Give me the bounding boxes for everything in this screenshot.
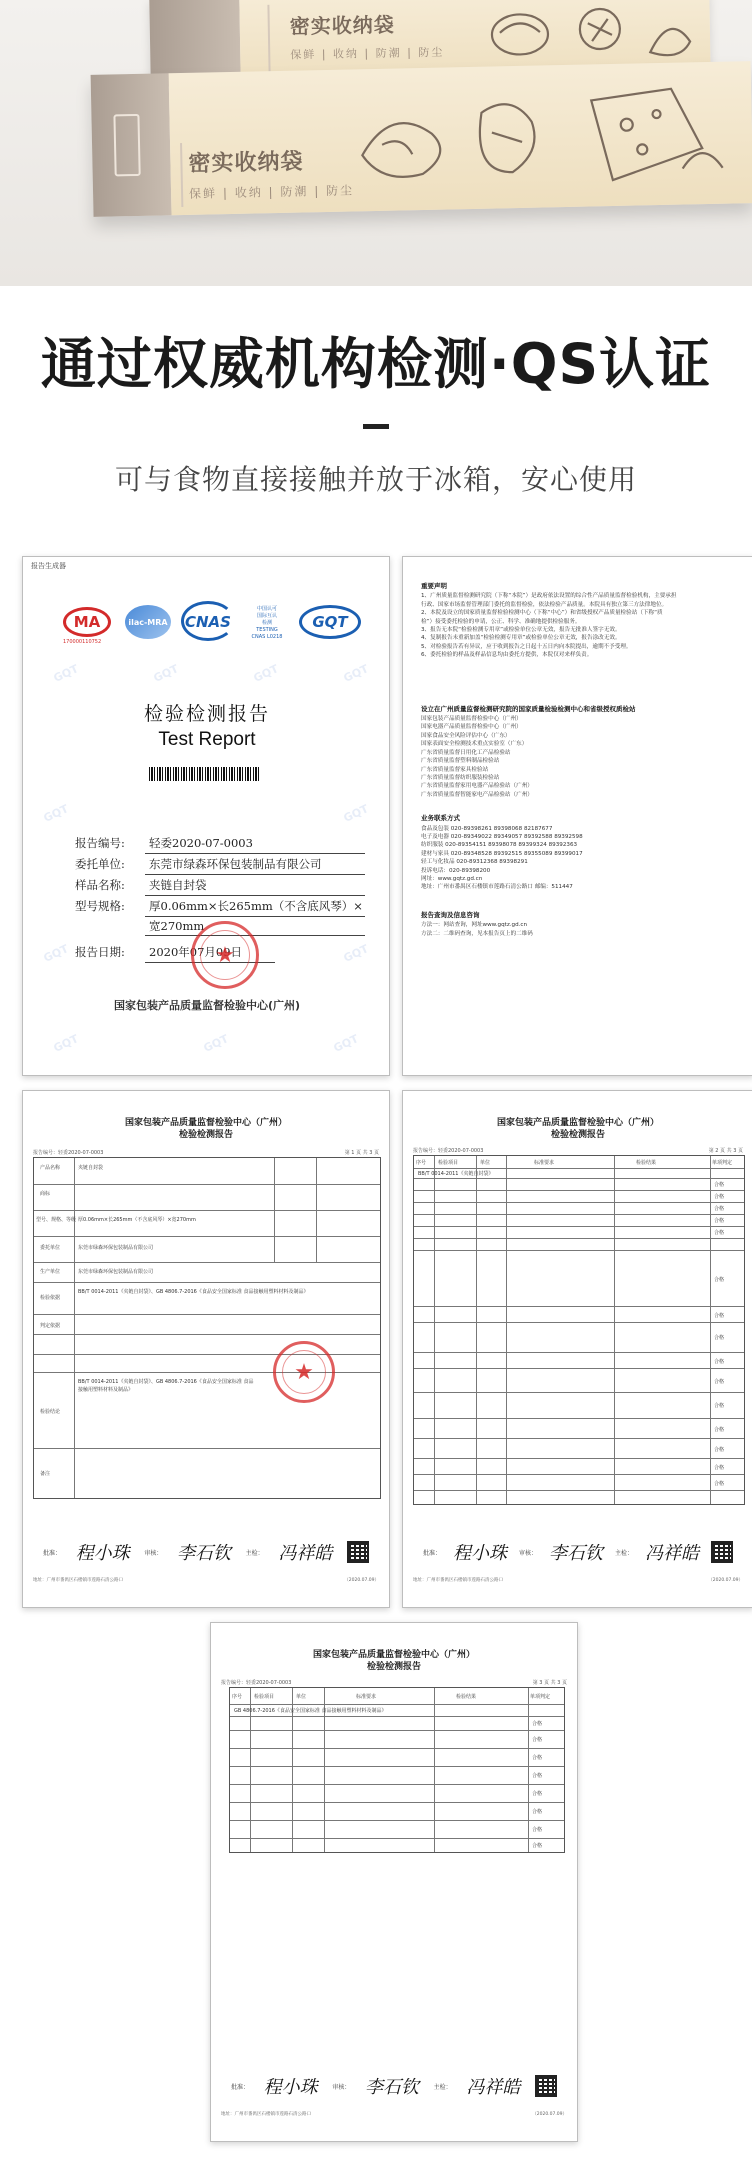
signature-row: 批准： 程小珠 审核： 李石钦 主检： 冯祥皓	[231, 2073, 557, 2099]
report-title-en: Test Report	[158, 729, 256, 750]
signature-reviewer: 李石钦	[548, 1543, 603, 1564]
cnas-text-logo: 中国认可 国际互认 检测 TESTING CNAS L0218	[251, 605, 283, 640]
signature-row: 批准： 程小珠 审核： 李石钦 主检： 冯祥皓	[43, 1539, 369, 1565]
notice-heading: 报告查询及信息咨询	[421, 910, 480, 919]
title-divider	[363, 424, 389, 429]
ilac-mra-logo-icon: ilac-MRA	[125, 605, 171, 639]
info-table: 产品名称 夹链自封袋 商标 型号、规格、等级 厚0.06mm×长265mm（不含底风琴）×宽270mm 委托单位 东莞市绿森环保包装制品有限公司 生产单位 东莞市绿森环保包装制品有限公司 检验依据 BB/T 0014-2011《夹链自封袋》、GB 4806.7-2016《食品安全国家标准 食品接触用塑料材料及制品》 判定依据 检验结论 BB/T 0014-2011《夹链自封袋》、GB 4806.7-2016《食品安全国家标准 食品接触用塑料材料及制品》 备注	[33, 1157, 381, 1499]
notice-heading: 重要声明	[421, 582, 447, 590]
box-side	[91, 73, 172, 217]
box-subtitle: 保鲜 | 收纳 | 防潮 | 防尘	[290, 45, 445, 62]
report-page-1: 国家包装产品质量监督检验中心（广州） 检验检测报告 报告编号：轻委2020-07-0003 第 1 页 共 3 页 产品名称 夹链自封袋 商标 型号、规格、等级 厚0.06mm×长265mm（不含底风琴）×宽270mm 委托单位 东莞市绿森环保包装制品有限公司 生产单位 东莞市绿森环保包装制品有限公司 检验依据 BB/T 0014-2011《夹链自封袋》、GB 4806.7-2016《食品安全国家标准 食品接触用塑料材料及制品》 判定依据 检验结论 BB/T 0014-2011《夹链自封袋》、GB 4806.7-2016《食品安全国家标准 食品接触用塑料材料及制品》 备注 ★ 批准： 程小珠 审核： 李石钦 主检： 冯祥皓 地址：广州市番禺区石楼镇市莲路石清公路口 （2020.07.09）	[22, 1090, 390, 1608]
qr-code-icon	[535, 2075, 557, 2097]
report-header-tag: 报告生成器	[31, 562, 66, 570]
report-title-cn: 检验检测报告	[143, 703, 270, 725]
field-spec: 型号规格: 厚0.06mm×长265mm（不含底风琴）×	[75, 896, 365, 917]
page-number: 第 1 页 共 3 页	[344, 1150, 379, 1156]
notice-heading: 业务联系方式	[421, 814, 460, 823]
field-sample-name: 样品名称: 夹链自封袋	[75, 875, 365, 896]
report-page-2: 国家包装产品质量监督检验中心（广州） 检验检测报告 报告编号：轻委2020-07-0003 第 2 页 共 3 页 序号 检验项目 单位 标准要求 检验结果 单项判定 BB/T 0014-2011《夹链自封袋》 合格 合格 合格 合格 合格 合格 合格 合格 合格 合格 合格 合格 合格 合格 合格 批准： 程小珠 审核： 李石钦 主检： 冯祥皓 地址：广州市番禺区石楼镇市莲路石清公路口 （2020.07.09）	[402, 1090, 752, 1608]
signature-inspector: 冯祥皓	[278, 1543, 333, 1564]
report-page-title: 检验检测报告	[366, 1662, 421, 1672]
box-subtitle: 保鲜 | 收纳 | 防潮 | 防尘	[188, 183, 355, 201]
storage-box-front	[91, 61, 752, 217]
report-center-title: 国家包装产品质量监督检验中心（广州）	[312, 1650, 475, 1660]
signature-inspector: 冯祥皓	[644, 1543, 699, 1564]
field-spec-continued: 宽270mm	[145, 917, 365, 936]
report-notice-page	[402, 556, 752, 1076]
signature-approver: 程小珠	[453, 1543, 507, 1564]
field-client: 委托单位: 东莞市绿森环保包装制品有限公司	[75, 854, 365, 875]
product-photo	[0, 0, 752, 286]
results-table: 序号 检验项目 单位 标准要求 检验结果 单项判定 BB/T 0014-2011《夹链自封袋》 合格 合格 合格 合格 合格 合格 合格 合格 合格 合格 合格 合格 合格 合格 合格	[413, 1155, 745, 1505]
report-number: 报告编号：轻委2020-07-0003	[413, 1148, 484, 1154]
report-page-title: 检验检测报告	[178, 1130, 233, 1140]
signature-inspector: 冯祥皓	[466, 2077, 521, 2098]
signature-approver: 程小珠	[263, 2077, 318, 2098]
signature-row: 批准： 程小珠 审核： 李石钦 主检： 冯祥皓	[423, 1539, 733, 1565]
box-title: 密实收纳袋	[188, 149, 304, 177]
notice-text: 重要声明 1、广州质量监督检测研究院（下称“本院”）是政府依法设置的综合性产品质量监督检验机构，主要承担 行政、国家市场监督管理部门委托的监督检验，依法检验产品质量。本院具有独立第三方法律地位。 2、本院及设立的国家质量监督检验检测中心（下称“中心”）和省级授权产品质量检验站（下称“质 检”）接受委托检验的申请，公正、科学、准确地提供检验服务。 3、报告无本院“检验检测专用章”或检验单位公章无效，报告无批准人签字无效。 4、复制报告未重新加盖“检验检测专用章”或检验单位公章无效，报告涂改无效。 5、对检验报告若有异议，应于收到报告之日起十五日内向本院提出，逾期不予受理。 6、委托检验的样品及样品信息均由委托方提供，本院仅对来样负责。 设立在广州质量监督检测研究院的国家质量检验检测中心和省级授权质检站 国家包装产品质量监督检验中心（广州） 国家电器产品质量监督检验中心（广州） 国家食品安全风险评估中心（广东） 国家表面安全检测技术重点实验室（广东） 广东省质量监督日用化工产品检验站 广东省质量监督塑料制品检验站 广东省质量监督家具检验站 广东省质量监督纺织服装检验站 广东省质量监督家用电器产品检验站（广州） 广东省质量监督智能家电产品检验站（广州） 业务联系方式 食品及包装 020-89398261 89398068 82187677 电子及电器 020-89349022 89349057 89392588 89392598 纺织服装 020-89354151 89398078 89399324 89392363 建材与家具 020-89348528 89392515 89355089 89399017 轻工与化妆品 020-89312368 89398291 投诉电话：020-89398200 网址：www.gqtz.gd.cn 地址：广州市番禺区石楼镇市莲路石清公路口 邮编：511447 报告查询及信息咨询 方法一：网站查询，网址www.gqtz.gd.cn 方法二：二维码查询，见本报告页上的二维码	[421, 577, 735, 938]
report-center-title: 国家包装产品质量监督检验中心（广州）	[496, 1118, 659, 1128]
report-page-3: 国家包装产品质量监督检验中心（广州） 检验检测报告 报告编号：轻委2020-07-0003 第 3 页 共 3 页 序号 检验项目 单位 标准要求 检验结果 单项判定 GB 4806.7-2016《食品安全国家标准 食品接触用塑料材料及制品》 合格 合格 合格 合格 合格 合格 合格 合格 批准： 程小珠 审核： 李石钦 主检： 冯祥皓 地址：广州市番禺区石楼镇市莲路石清公路口 （2020.07.09）	[210, 1622, 578, 2142]
gqt-logo-icon: GQT	[299, 605, 361, 639]
qr-code-icon	[711, 1541, 733, 1563]
field-report-date: 报告日期: 2020年07月09日	[75, 942, 365, 963]
report-cover-page: GQT GQT GQT GQT GQT GQT GQT GQT GQT GQT GQT 报告生成器 MA 170000110752 ilac-MRA CNAS 中国认可 国际互认 检测 TESTING CNAS L0218 GQT 检验检测报告 Test Report 报告编号: 轻委2020-07-0003 委托单位: 东莞市绿森环保包装制品有限公司 样品名称: 夹链自封袋 型号规格: 厚0.06mm×长265mm（不含底风琴）× 宽270mm 报告日期: 2020年07月09日 ★ 国家包装产品质量监督检验中心(广州)	[22, 556, 390, 1076]
cnas-logo-icon: CNAS	[185, 613, 231, 631]
report-page-title: 检验检测报告	[550, 1130, 605, 1140]
red-seal-stamp	[273, 1341, 335, 1403]
page-number: 第 3 页 共 3 页	[532, 1680, 567, 1686]
qr-code-icon	[347, 1541, 369, 1563]
barcode-icon	[149, 767, 259, 781]
results-table: 序号 检验项目 单位 标准要求 检验结果 单项判定 GB 4806.7-2016《食品安全国家标准 食品接触用塑料材料及制品》 合格 合格 合格 合格 合格 合格 合格 合格	[229, 1687, 565, 1853]
report-number: 报告编号：轻委2020-07-0003	[221, 1680, 292, 1686]
signature-approver: 程小珠	[75, 1543, 130, 1564]
signature-reviewer: 李石钦	[177, 1543, 231, 1564]
report-center-title: 国家包装产品质量监督检验中心（广州）	[124, 1118, 287, 1128]
food-doodle-icon	[341, 67, 744, 205]
box-title: 密实收纳袋	[289, 12, 395, 39]
page-number: 第 2 页 共 3 页	[708, 1148, 743, 1154]
red-seal-stamp	[191, 921, 259, 989]
signature-reviewer: 李石钦	[365, 2077, 419, 2098]
certification-logos: MA 170000110752 ilac-MRA CNAS 中国认可 国际互认 检测 TESTING CNAS L0218 GQT	[63, 601, 363, 651]
report-number: 报告编号：轻委2020-07-0003	[33, 1150, 104, 1156]
cma-logo-icon: MA	[63, 607, 111, 637]
notice-heading: 设立在广州质量监督检测研究院的国家质量检验检测中心和省级授权质检站	[421, 704, 636, 713]
section-subtitle: 可与食物直接接触并放于冰箱，安心使用	[114, 463, 637, 496]
issuing-center: 国家包装产品质量监督检验中心(广州)	[113, 999, 301, 1012]
section-title: 通过权威机构检测·QS认证	[40, 332, 712, 396]
field-report-no: 报告编号: 轻委2020-07-0003	[75, 833, 365, 854]
